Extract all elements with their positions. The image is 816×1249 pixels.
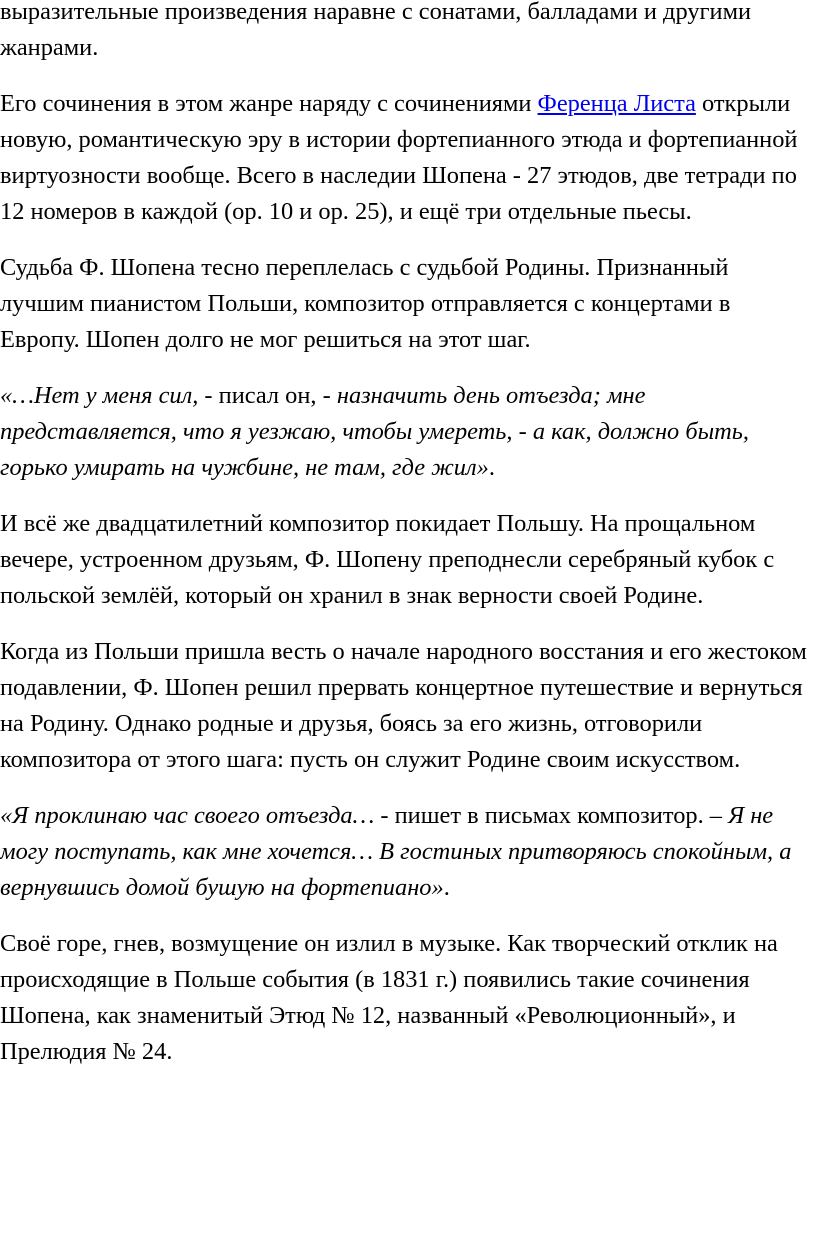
paragraph-genres: выразительные произведения наравне с сонатами, балладами и другими жанрами. (0, 0, 752, 61)
liszt-link[interactable]: Ференца Листа (537, 90, 696, 117)
quote-letters-plain-2: . (443, 874, 450, 901)
quote-departure-italic-2: назначить день отъезда; мне представляется, что я уезжаю, чтобы умереть, - а как, должно быть, горько умирать на чужбине, не там, где жил» (0, 382, 749, 481)
paragraph-etudes-text-before: Его сочинения в этом жанре наряду с сочинениями (0, 90, 538, 117)
quote-departure-plain-1: - писал он, - (198, 382, 337, 409)
quote-letters-plain-1: - пишет в письмах композитор. – (374, 802, 729, 829)
paragraph-music: Своё горе, гнев, возмущение он излил в музыке. Как творческий отклик на происходящие в Польше события (в 1831 г.) появились такие сочинения Шопена, как знаменитый Этюд № 12, названный «Революционный», и Прелюдия № 24. (0, 930, 778, 1065)
paragraph-uprising: Когда из Польши пришла весть о начале народного восстания и его жестоком подавлении, Ф. Шопен решил прервать концертное путешествие и вернуться на Родину. Однако родные и друзья, боясь за его жизнь, отговорили композитора от этого шага: пусть он служит Родине своим искусством. (0, 638, 807, 773)
quote-letters-italic-1: «Я проклинаю час своего отъезда… (0, 802, 375, 829)
quote-departure-italic-1: «…Нет у меня сил, (0, 382, 199, 409)
paragraph-farewell: И всё же двадцатилетний композитор покидает Польшу. На прощальном вечере, устроенном друзьям, Ф. Шопену преподнесли серебряный кубок с польской землёй, который он хранил в знак верности своей Родине. (0, 510, 775, 609)
paragraph-etudes (0, 86, 816, 230)
paragraph-fate: Судьба Ф. Шопена тесно переплелась с судьбой Родины. Признанный лучшим пианистом Польши, композитор отправляется с концертами в Европу. Шопен долго не мог решиться на этот шаг. (0, 254, 731, 353)
quote-letters-italic-2: Я не могу поступать, как мне хочется… В гостиных притворяюсь спокойным, а вернувшись домой бушую на фортепиано» (0, 802, 792, 901)
quote-departure (0, 378, 816, 486)
quote-letters (0, 798, 816, 906)
quote-departure-plain-2: . (488, 454, 495, 481)
paragraph-etudes-text-after: открыли новую, романтическую эру в истории фортепианного этюда и фортепианной виртуозности вообще. Всего в наследии Шопена - 27 этюдов, две тетради по 12 номеров в каждой (ор. 10 и ор. 25), и ещё три отдельные пьесы. (0, 90, 798, 225)
